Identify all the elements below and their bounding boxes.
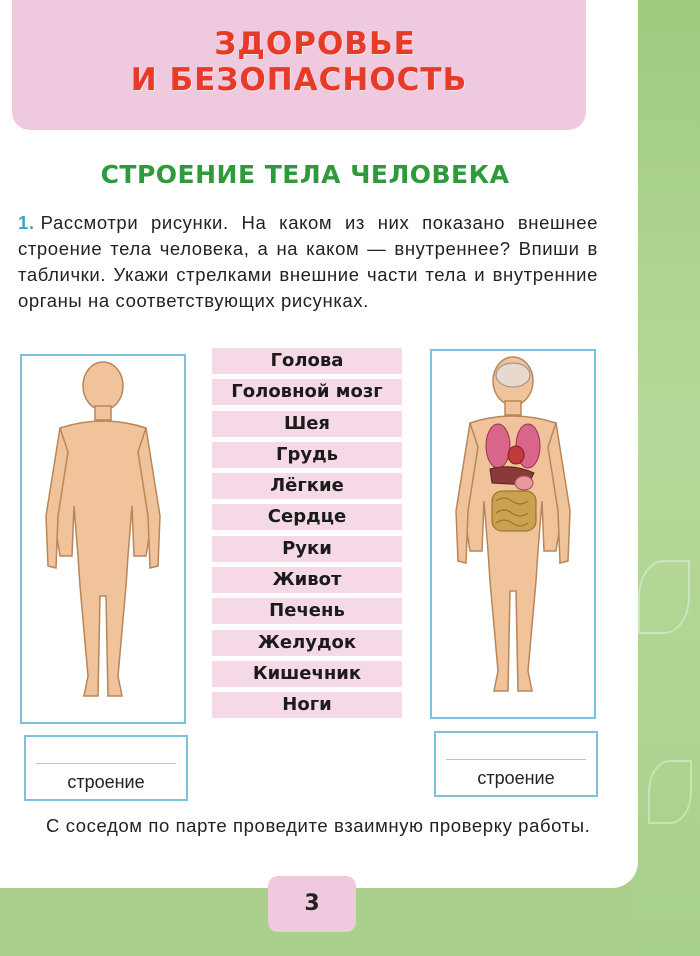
leaf-decoration: [638, 560, 690, 634]
term-item: Головной мозг: [212, 379, 402, 405]
body-silhouette-image: [22, 356, 184, 722]
term-item: Голова: [212, 348, 402, 374]
section-title-line2: И БЕЗОПАСНОСТЬ: [130, 62, 468, 98]
task-body: Рассмотри рисунки. На каком из них показано внешнее строение тела человека, а на каком — внутреннее? Впиши в таблички. Укажи стрелками внешние части тела и внутренние органы на соответствующих рисунках.: [18, 212, 598, 311]
lungs-icon: [486, 424, 510, 468]
body-organs-image: [432, 351, 594, 717]
task-number: 1.: [18, 212, 35, 233]
external-structure-answer-box[interactable]: [24, 735, 188, 801]
terms-list: [212, 348, 402, 724]
term-item: Живот: [212, 567, 402, 593]
brain-icon: [496, 363, 530, 387]
stomach-icon: [515, 476, 533, 490]
term-item: Желудок: [212, 630, 402, 656]
green-side-panel: [630, 0, 700, 956]
section-header: [12, 0, 586, 130]
task-text: [18, 210, 598, 314]
internal-organs-figure: [430, 349, 596, 719]
external-body-figure: [20, 354, 186, 724]
term-item: Грудь: [212, 442, 402, 468]
term-item: Сердце: [212, 504, 402, 530]
term-item: Шея: [212, 411, 402, 437]
lesson-title: СТРОЕНИЕ ТЕЛА ЧЕЛОВЕКА: [100, 160, 510, 189]
term-item: Лёгкие: [212, 473, 402, 499]
peer-check-note: С соседом по парте проведите взаимную проверку работы.: [46, 815, 591, 836]
structure-caption: строение: [477, 768, 555, 788]
term-item: Руки: [212, 536, 402, 562]
term-item: Кишечник: [212, 661, 402, 687]
term-item: Печень: [212, 598, 402, 624]
section-title-line1: ЗДОРОВЬЕ: [214, 26, 416, 62]
answer-line: [36, 763, 176, 764]
leaf-decoration: [648, 760, 692, 824]
page-number: 3: [268, 876, 356, 932]
heart-icon: [508, 446, 524, 464]
structure-caption: строение: [67, 772, 145, 792]
internal-structure-answer-box[interactable]: [434, 731, 598, 797]
term-item: Ноги: [212, 692, 402, 718]
answer-line: [446, 759, 586, 760]
